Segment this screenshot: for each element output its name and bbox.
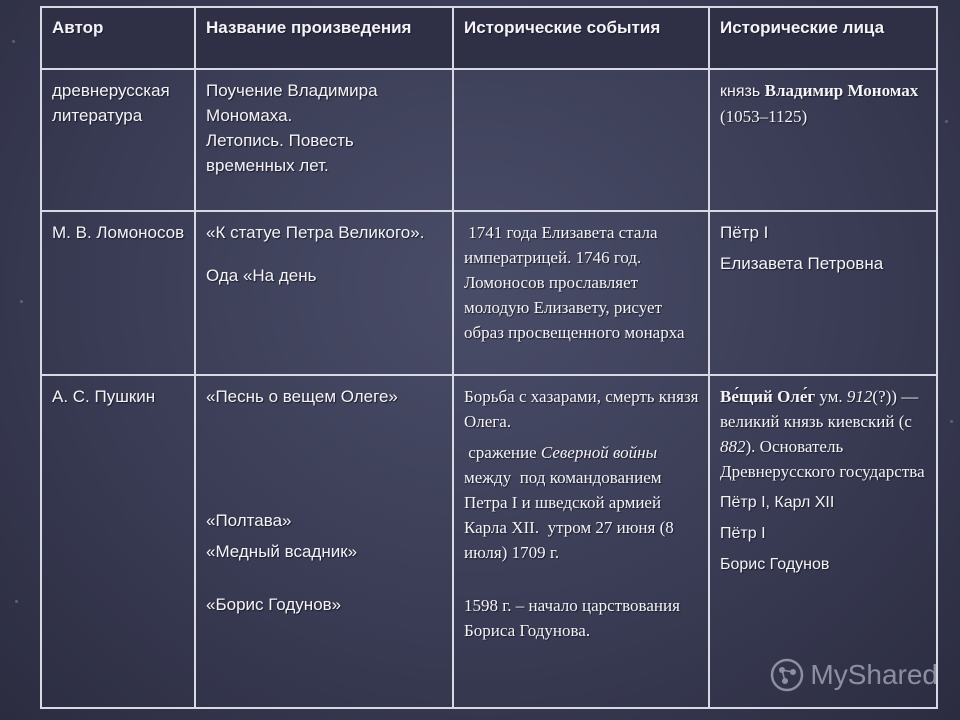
person-text-part: ум. (815, 387, 847, 406)
table-row (41, 211, 937, 375)
background-dot (20, 300, 23, 303)
header-historical-events: Исторические события (453, 7, 709, 69)
table-header-row (41, 7, 937, 69)
header-work-title: Название произведения (195, 7, 453, 69)
work-title: «Борис Годунов» (206, 595, 342, 614)
person-name: Ве́щий Оле́г (720, 387, 816, 406)
person-text-part: (?)) (872, 387, 897, 406)
cell-work (195, 375, 453, 708)
author-name: А. С. Пушкин (52, 387, 156, 406)
event-text-italic: Северной войны (540, 443, 658, 462)
cell-events (453, 69, 709, 211)
event-text (464, 440, 699, 565)
cell-events (453, 211, 709, 375)
cell-author (41, 69, 195, 211)
table-row (41, 69, 937, 211)
person-text-part: ). Основатель Древнерусского государства (720, 437, 925, 481)
person-name: Елизавета Петровна (720, 254, 884, 273)
header-historical-persons: Исторические лица (709, 7, 937, 69)
background-dot (945, 120, 948, 123)
work-title: «Песнь о вещем Олеге» (206, 387, 398, 406)
cell-persons (709, 211, 937, 375)
myshared-logo-icon (770, 658, 804, 692)
person-name: Пётр I (720, 223, 769, 242)
person-text-part: — великий князь киевский (с (720, 387, 927, 431)
person-name: Пётр I (720, 525, 766, 542)
header-author: Автор (41, 7, 195, 69)
person-year: 882 (720, 437, 746, 456)
person-name: Пётр I, Карл XII (720, 494, 835, 511)
event-text-part: между под командованием Петра I и шведской армией Карла XII. утром 27 июня (8 июля) 1709 г. (464, 443, 679, 562)
work-title: Летопись. Повесть временных лет. (206, 131, 354, 175)
event-text-part: сражение (464, 443, 541, 462)
person-dates: (1053–1125) (720, 107, 808, 126)
background-dot (950, 420, 953, 423)
work-title: «Полтава» (206, 511, 292, 530)
work-title: Ода «На день (206, 266, 317, 285)
myshared-watermark (770, 658, 938, 692)
work-title: Поучение Владимира Мономаха. (206, 81, 378, 125)
background-dot (12, 40, 15, 43)
cell-author (41, 375, 195, 708)
cell-events (453, 375, 709, 708)
event-text: 1598 г. – начало царствования Бориса Годунова. (464, 596, 680, 640)
work-title: «К статуе Петра Великого». (206, 223, 425, 242)
cell-work (195, 69, 453, 211)
event-text: Борьба с хазарами, смерть князя Олега. (464, 387, 699, 431)
watermark-text: MyShared (810, 659, 938, 690)
work-title: «Медный всадник» (206, 542, 358, 561)
author-name: древнерусская литература (52, 81, 170, 125)
cell-author (41, 211, 195, 375)
literature-history-table (40, 6, 938, 709)
person-year: 912 (846, 387, 873, 406)
person-title: князь (720, 83, 765, 100)
person-name: Владимир Мономах (764, 81, 919, 100)
person-name: Борис Годунов (720, 556, 830, 573)
cell-persons (709, 69, 937, 211)
author-name: М. В. Ломоносов (52, 223, 185, 242)
event-text: 1741 года Елизавета стала императрицей. 1746 год. Ломоносов прославляет молодую Елизавету, рисует образ просвещенного монарха (464, 223, 685, 342)
background-dot (15, 600, 18, 603)
person-description (720, 384, 927, 484)
cell-work (195, 211, 453, 375)
